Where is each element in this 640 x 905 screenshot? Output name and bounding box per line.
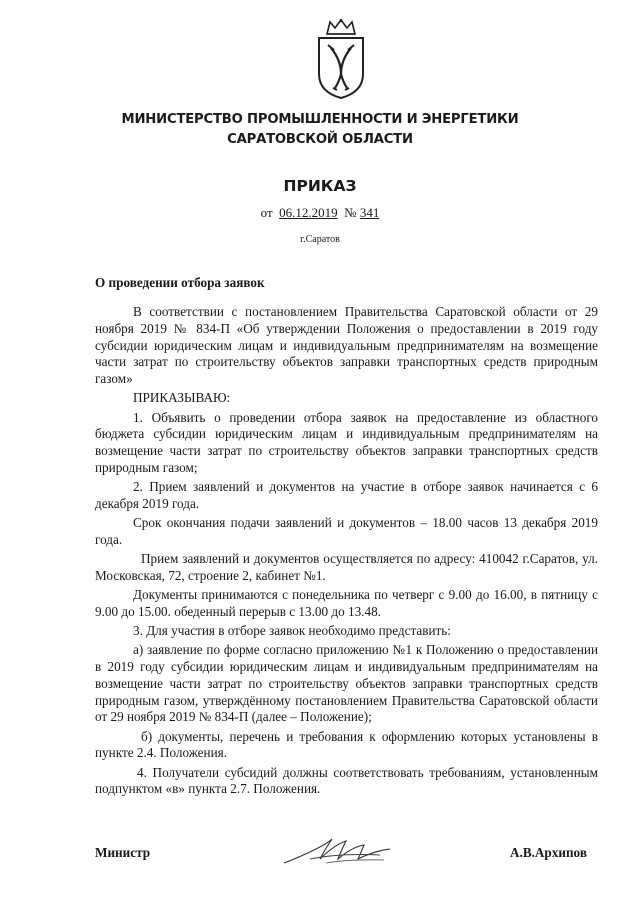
saratov-coat-of-arms-icon [313,18,369,100]
order-body [95,304,598,801]
paragraph-item-2: 2. Прием заявлений и документов на участие в отборе заявок начинается с 6 декабря 2019 года. [95,479,598,511]
handwritten-signature-icon [280,833,400,869]
order-date-number [0,205,640,221]
ministry-name-line1: МИНИСТЕРСТВО ПРОМЫШЛЕННОСТИ И ЭНЕРГЕТИКИ [121,112,519,127]
signatory-name: А.В.Архипов [510,845,587,860]
paragraph-item-1: 1. Объявить о проведении отбора заявок на предоставление из областного бюджета субсидии юридическим лицам и индивидуальным предпринимателям на возмещение части затрат по строительству объектов заправки транспортных средств природным газом; [95,409,598,475]
ministry-name-line2: САРАТОВСКОЙ ОБЛАСТИ [227,132,413,147]
order-title: ПРИКАЗ [283,177,357,195]
paragraph-item-4: 4. Получатели субсидий должны соответствовать требованиям, установленным подпунктом «в» пункта 2.7. Положения. [95,764,598,797]
paragraph-hours: Документы принимаются с понедельника по четверг с 9.00 до 16.00, в пятницу с 9.00 до 15.00. обеденный перерыв с 13.00 до 13.48. [95,587,598,619]
order-subject: О проведении отбора заявок [95,275,265,290]
paragraph-order-keyword: ПРИКАЗЫВАЮ: [133,390,231,406]
paragraph-preamble: В соответствии с постановлением Правительства Саратовской области от 29 ноября 2019 № 834-П «Об утверждении Положения о предоставлении в 2019 году субсидии юридическим лицам и индивидуальным предпринимателям на возмещение части затрат по строительству объектов заправки транспортных средств природным газом» [95,304,598,387]
paragraph-address: Прием заявлений и документов осуществляется по адресу: 410042 г.Саратов, ул. Московская, 72, строение 2, кабинет №1. [95,551,598,583]
date-prefix: от [260,205,273,220]
paragraph-deadline: Срок окончания подачи заявлений и документов – 18.00 часов 13 декабря 2019 года. [95,515,598,547]
paragraph-item-3: 3. Для участия в отборе заявок необходимо представить: [133,623,451,639]
order-city: г.Саратов [300,234,340,245]
order-number: 341 [359,205,380,220]
paragraph-item-3a: а) заявление по форме согласно приложению №1 к Положению о предоставлении в 2019 году субсидии юридическим лицам и индивидуальным предпринимателям на возмещение части затрат по строительству объектов заправки транспортных средств природным газом, утверждённому постановлением Правительства Саратовской области от 29 ноября 2019 № 834-П (далее – Положение); [95,642,598,725]
signatory-title: Министр [95,845,151,860]
number-prefix: № [344,205,357,220]
order-date: 06.12.2019 [279,205,338,220]
paragraph-item-3b: б) документы, перечень и требования к оформлению которых установлены в пункте 2.4. Положения. [95,728,598,761]
